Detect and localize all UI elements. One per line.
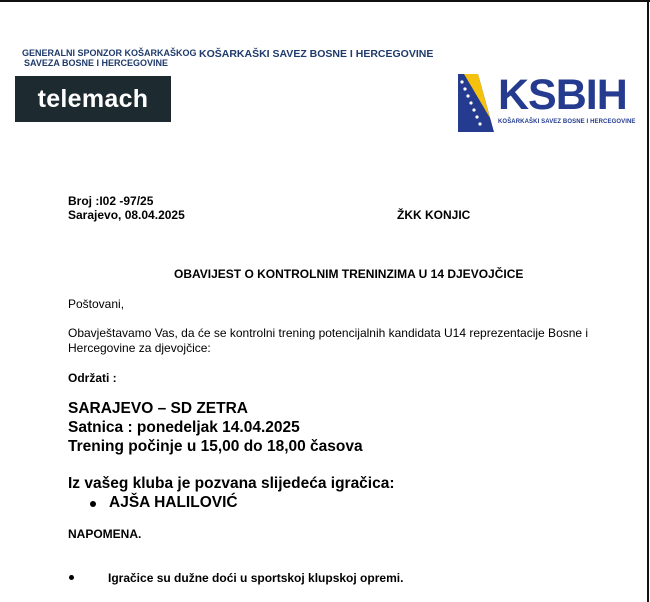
bih-flag-emblem-icon (456, 72, 496, 134)
sponsor-caption (22, 48, 197, 68)
recipient: ŽKK KONJIC (397, 208, 471, 222)
subject-heading: OBAVIJEST O KONTROLNIM TRENINZIMA U 14 DJEVOJČICE (174, 267, 524, 281)
federation-name: KOŠARKAŠKI SAVEZ BOSNE I HERCEGOVINE (199, 48, 434, 60)
venue: SARAJEVO – SD ZETRA (68, 400, 249, 417)
page-border-top (0, 0, 650, 2)
training-time: Trening počinje u 15,00 do 18,00 časova (68, 438, 363, 455)
ksbih-logo-subtitle: KOŠARKAŠKI SAVEZ BOSNE I HERCEGOVINE (498, 119, 636, 125)
schedule: Satnica : ponedeljak 14.04.2025 (68, 419, 300, 436)
sponsor-caption-line1: GENERALNI SPONZOR KOŠARKAŠKOG (22, 48, 197, 58)
bullet-icon (69, 575, 74, 580)
reference-number: Broj :I02 -97/25 (68, 194, 154, 208)
place-date: Sarajevo, 08.04.2025 (68, 208, 185, 222)
body-line-1: Obavještavamo Vas, da će se kontrolni trening potencijalnih kandidata U14 reprezentacije Bosne i (68, 326, 589, 340)
bullet-icon (90, 501, 96, 507)
ksbih-logo-text: KSBIH (498, 71, 627, 119)
note-label: NAPOMENA. (68, 527, 142, 541)
note-text: Igračice su dužne doći u sportskoj klupskoj opremi. (108, 571, 404, 585)
telemach-logo (15, 76, 171, 122)
telemach-logo-text: telemach (37, 85, 149, 113)
page-border-right (647, 0, 649, 602)
player-name: AJŠA HALILOVIĆ (109, 494, 238, 511)
ksbih-logo (456, 70, 636, 134)
sponsor-caption-line2: SAVEZA BOSNE I HERCEGOVINE (24, 58, 169, 68)
invited-heading: Iz vašeg kluba je pozvana slijedeća igračica: (68, 475, 395, 492)
held-label: Održati : (68, 371, 117, 385)
greeting: Poštovani, (68, 297, 125, 311)
body-line-2: Hercegovine za djevojčice: (68, 341, 211, 355)
